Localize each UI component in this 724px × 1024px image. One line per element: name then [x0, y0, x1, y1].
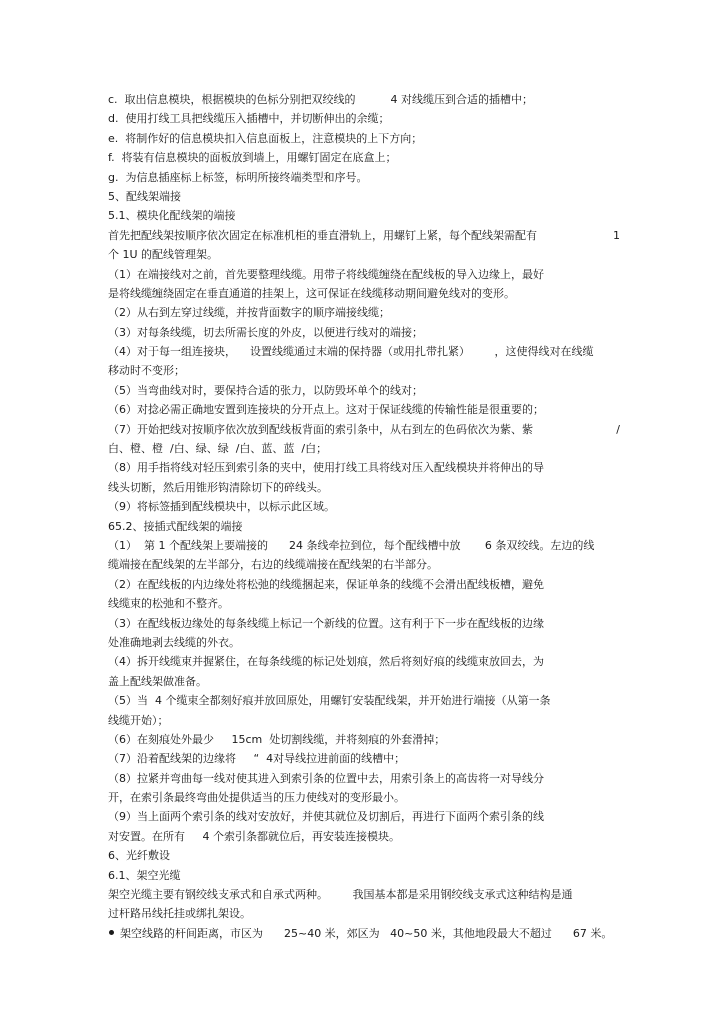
section-6-heading: 6、光纤敷设 [108, 849, 170, 863]
paragraph-line: 架空光缆主要有钢绞线支承式和自承式两种。 我国基本都是采用钢绞线支承式这种结构是通 [108, 888, 573, 902]
paragraph-line: 过杆路吊线托挂或绑扎架设。 [108, 907, 251, 921]
section-6-1-heading: 6.1、架空光缆 [108, 868, 181, 882]
paragraph-line: （2）在配线板的内边缘处将松弛的线缆捆起来，保证单条的线缆不会滑出配线板槽，避免 [108, 577, 544, 591]
paragraph-line: 盖上配线架做准备。 [108, 674, 207, 688]
paragraph-line: 对安置。在所有 4 个索引条都就位后，再安装连接模块。 [108, 829, 400, 843]
step-f: f. 将装有信息模块的面板放到墙上，用螺钉固定在底盒上； [108, 151, 397, 165]
step-d: d. 使用打线工具把线缆压入插槽中，并切断伸出的余缆； [108, 112, 390, 126]
paragraph-line [108, 226, 620, 245]
paragraph-line: （1）在端接线对之前，首先要整理线缆。用带子将线缆缠绕在配线板的导入边缘上，最好 [108, 267, 544, 281]
paragraph-line [108, 420, 620, 439]
paragraph-line: （2）从右到左穿过线缆，并按背面数字的顺序端接线缆； [108, 306, 390, 320]
line-end-fragment: / [616, 422, 620, 436]
paragraph-text: 首先把配线架按顺序依次固定在标准机柜的垂直滑轨上，用螺钉上紧，每个配线架需配有 [108, 228, 537, 242]
paragraph-line: （8）用手指将线对轻压到索引条的夹中，使用打线工具将线对压入配线模块并将伸出的导 [108, 461, 544, 475]
paragraph-line: （4）对于每一组连接块， 设置线缆通过末端的保持器（或用扎带扎紧） ，这使得线对在线缆 [108, 345, 594, 359]
paragraph-line: （9）将标签插到配线模块中，以标示此区域。 [108, 500, 335, 514]
document-body [108, 90, 620, 943]
paragraph-line: （4）拆开线缆束并握紧住，在每条线缆的标记处划痕，然后将刻好痕的线缆束放回去，为 [108, 655, 544, 669]
bullet-text: 架空线路的杆间距离，市区为 25~40 米，郊区为 40~50 米，其他地段最大不超过 67 米。 [120, 926, 613, 940]
paragraph-line: 是将线缆缠绕固定在垂直通道的挂架上，这可保证在线缆移动期间避免线对的变形。 [108, 286, 515, 300]
paragraph-line: （5）当 4 个缆束全都刻好痕并放回原处，用螺钉安装配线架，并开始进行端接（从第一条 [108, 694, 551, 708]
paragraph-line: 开，在索引条最终弯曲处提供适当的压力使线对的变形最小。 [108, 791, 405, 805]
paragraph-line: 白、橙、橙 /白、绿、绿 /白、蓝、蓝 /白； [108, 442, 328, 456]
paragraph-line: （5）当弯曲线对时，要保持合适的张力，以防毁坏单个的线对； [108, 383, 423, 397]
step-e: e. 将制作好的信息模块扣入信息面板上，注意模块的上下方向； [108, 131, 423, 145]
paragraph-line: 处准确地剥去线缆的外衣。 [108, 635, 240, 649]
paragraph-line: （1） 第 1 个配线架上要端接的 24 条线牵拉到位，每个配线槽中放 6 条双绞线。左边的线 [108, 538, 595, 552]
paragraph-line: （7）沿着配线架的边缘将 “ 4对导线拉进前面的线槽中； [108, 752, 406, 766]
step-g: g. 为信息插座标上标签，标明所接终端类型和序号。 [108, 170, 368, 184]
line-end-fragment: 1 [613, 228, 620, 242]
paragraph-line: （3）在配线板边缘处的每条线缆上标记一个新线的位置。这有利于下一步在配线板的边缘 [108, 616, 544, 630]
section-5-2-heading: 65.2、接插式配线架的端接 [108, 519, 243, 533]
paragraph-line: 移动时不变形； [108, 364, 185, 378]
paragraph-line: （3）对每条线缆，切去所需长度的外皮，以便进行线对的端接； [108, 325, 423, 339]
paragraph-line: （9）当上面两个索引条的线对安放好，并使其就位及切割后，再进行下面两个索引条的线 [108, 810, 544, 824]
paragraph-line: 个 1U 的配线管理架。 [108, 248, 219, 262]
paragraph-line: （6）对捻必需正确地安置到连接块的分开点上。这对于保证线缆的传输性能是很重要的； [108, 403, 544, 417]
paragraph-line: （8）拉紧并弯曲每一线对使其进入到索引条的位置中去，用索引条上的高齿将一对导线分 [108, 771, 544, 785]
bullet-icon [109, 930, 114, 935]
section-5-1-heading: 5.1、模块化配线架的端接 [108, 209, 236, 223]
bullet-item [108, 924, 620, 943]
paragraph-line: 线头切断，然后用锥形钩清除切下的碎线头。 [108, 480, 328, 494]
paragraph-line: （6）在刻痕处外最少 15cm 处切割线缆，并将刻痕的外套滑掉； [108, 732, 446, 746]
paragraph-line: 线缆开始）； [108, 713, 169, 727]
step-c: c. 取出信息模块，根据模块的色标分别把双绞线的 4 对线缆压到合适的插槽中； [108, 93, 533, 106]
paragraph-text: （7）开始把线对按顺序依次放到配线板背面的索引条中，从右到左的色码依次为紫、紫 [108, 422, 533, 436]
paragraph-line: 线缆束的松弛和不整齐。 [108, 597, 229, 611]
section-5-heading: 5、配线架端接 [108, 189, 181, 203]
paragraph-line: 缆端接在配线架的左半部分，右边的线缆端接在配线架的右半部分。 [108, 558, 438, 572]
